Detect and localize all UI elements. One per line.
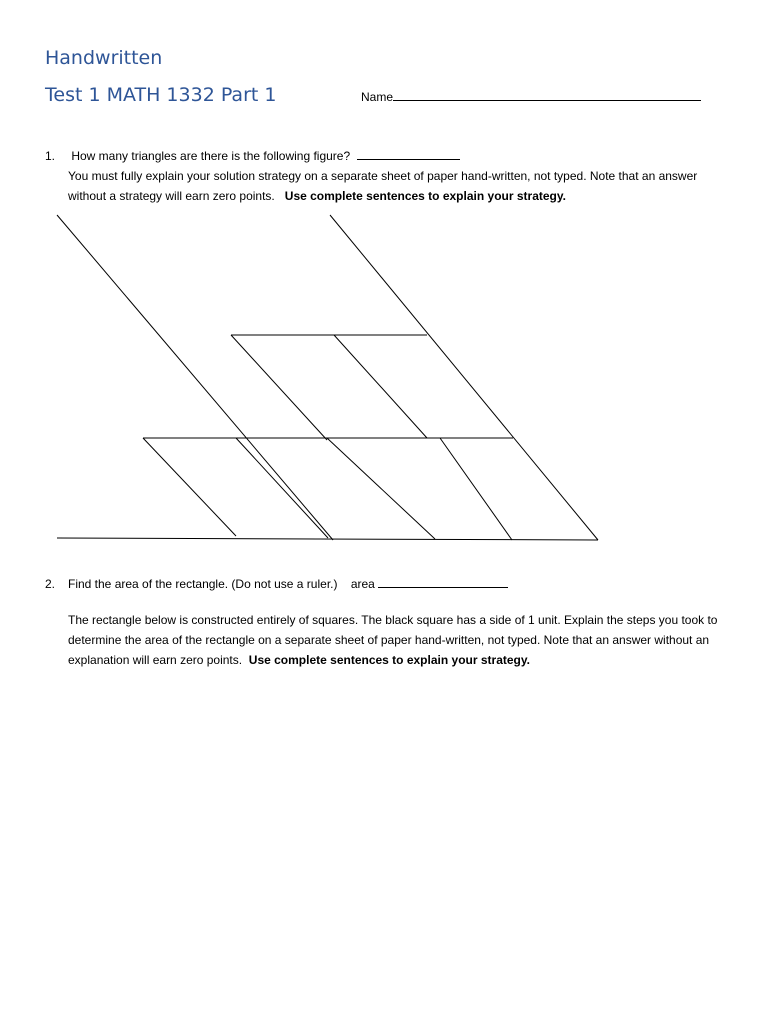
area-label: area bbox=[350, 577, 375, 591]
question-1-instructions-bold: Use complete sentences to explain your strategy. bbox=[284, 189, 566, 203]
question-2-answer-blank[interactable] bbox=[378, 576, 508, 588]
document-title: Handwritten bbox=[45, 47, 163, 69]
figure-line bbox=[236, 438, 328, 538]
name-label: Name bbox=[361, 90, 394, 104]
figure-line bbox=[57, 538, 598, 540]
figure-line bbox=[330, 215, 598, 540]
figure-line bbox=[334, 335, 427, 438]
question-2-prompt-line bbox=[68, 574, 728, 594]
figure-line bbox=[143, 438, 236, 536]
document-subtitle: Test 1 MATH 1332 Part 1 bbox=[45, 84, 277, 106]
figure-line bbox=[57, 215, 333, 540]
question-1-number: 1. bbox=[45, 149, 56, 163]
question-1-prompt: How many triangles are there is the following figure? bbox=[71, 149, 351, 163]
question-2-prompt: Find the area of the rectangle. (Do not use a ruler.) bbox=[68, 577, 338, 591]
question-2-instructions-bold: Use complete sentences to explain your strategy. bbox=[248, 653, 530, 667]
question-2-instructions bbox=[68, 610, 728, 670]
question-1-instructions-text: You must fully explain your solution strategy on a separate sheet of paper hand-written, not typed. Note that an answer without a strategy will earn zero points. bbox=[68, 169, 698, 203]
figure-line bbox=[440, 438, 512, 540]
question-2-instructions-text: The rectangle below is constructed entirely of squares. The black square has a side of 1 unit. Explain the steps you took to determine the area of the rectangle on a separate sheet of paper hand-written, not typed. Note that an answer without an explanation will earn zero points. bbox=[68, 613, 718, 667]
question-2-number: 2. bbox=[45, 577, 56, 591]
figure-line bbox=[327, 438, 435, 539]
figure-line bbox=[231, 335, 327, 440]
